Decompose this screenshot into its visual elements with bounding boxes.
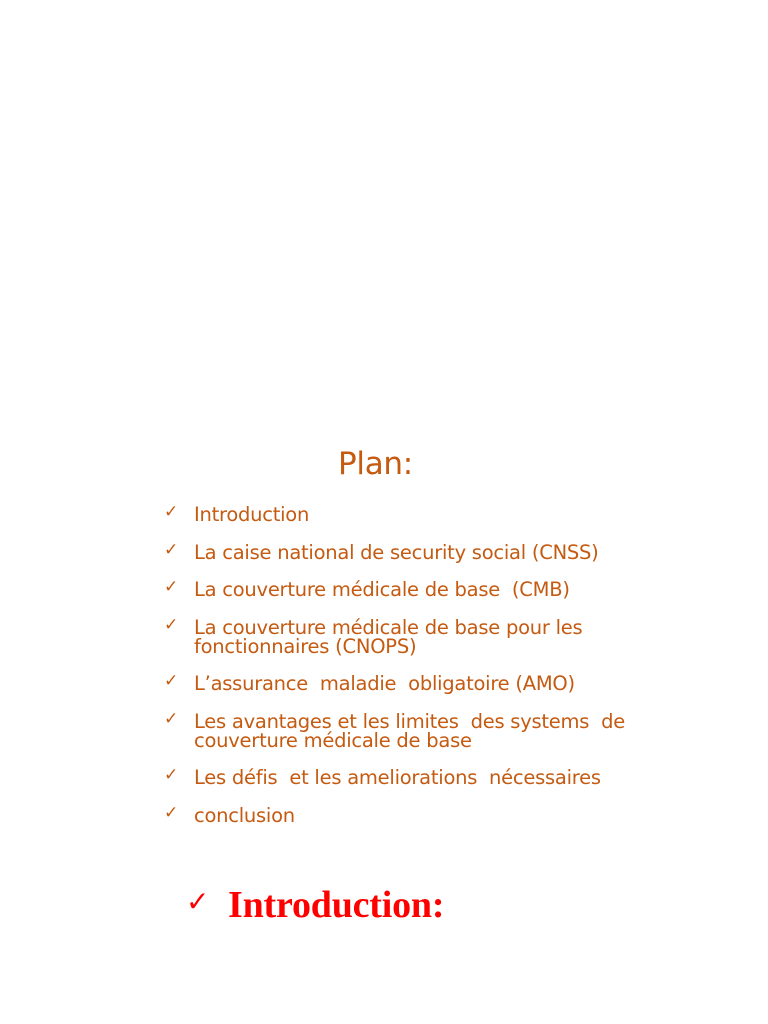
list-item-text: La couverture médicale de base (CMB) xyxy=(194,578,570,601)
checkmark-icon: ✓ xyxy=(164,614,178,635)
list-item-text: Les avantages et les limites des systems de couverture médicale de base xyxy=(194,709,625,752)
section-heading xyxy=(186,883,444,927)
checkmark-icon: ✓ xyxy=(186,884,210,918)
list-item xyxy=(164,765,724,789)
checkmark-icon: ✓ xyxy=(164,577,178,597)
checkmark-icon: ✓ xyxy=(164,539,178,560)
list-item-text: conclusion xyxy=(194,803,295,827)
checkmark-icon: ✓ xyxy=(164,671,178,691)
checkmark-icon: ✓ xyxy=(164,502,178,522)
list-item xyxy=(164,671,724,695)
list-item xyxy=(164,502,724,526)
list-item xyxy=(164,539,724,564)
section-heading-text: Introduction: xyxy=(228,884,445,926)
list-item xyxy=(164,708,724,752)
list-item-text: Introduction xyxy=(194,503,310,526)
list-item xyxy=(164,802,724,827)
plan-list xyxy=(164,502,724,843)
checkmark-icon: ✓ xyxy=(164,765,178,785)
list-item-text: Les défis et les ameliorations nécessaires xyxy=(194,766,601,789)
list-item-text: La caise national de security social (CNSS) xyxy=(194,540,599,564)
list-item-text: La couverture médicale de base pour les fonctionnaires (CNOPS) xyxy=(194,615,583,658)
list-item xyxy=(164,614,724,658)
list-item-text: L’assurance maladie obligatoire (AMO) xyxy=(194,672,575,695)
plan-title: Plan: xyxy=(338,446,413,482)
checkmark-icon: ✓ xyxy=(164,708,178,729)
list-item xyxy=(164,577,724,601)
checkmark-icon: ✓ xyxy=(164,802,178,823)
